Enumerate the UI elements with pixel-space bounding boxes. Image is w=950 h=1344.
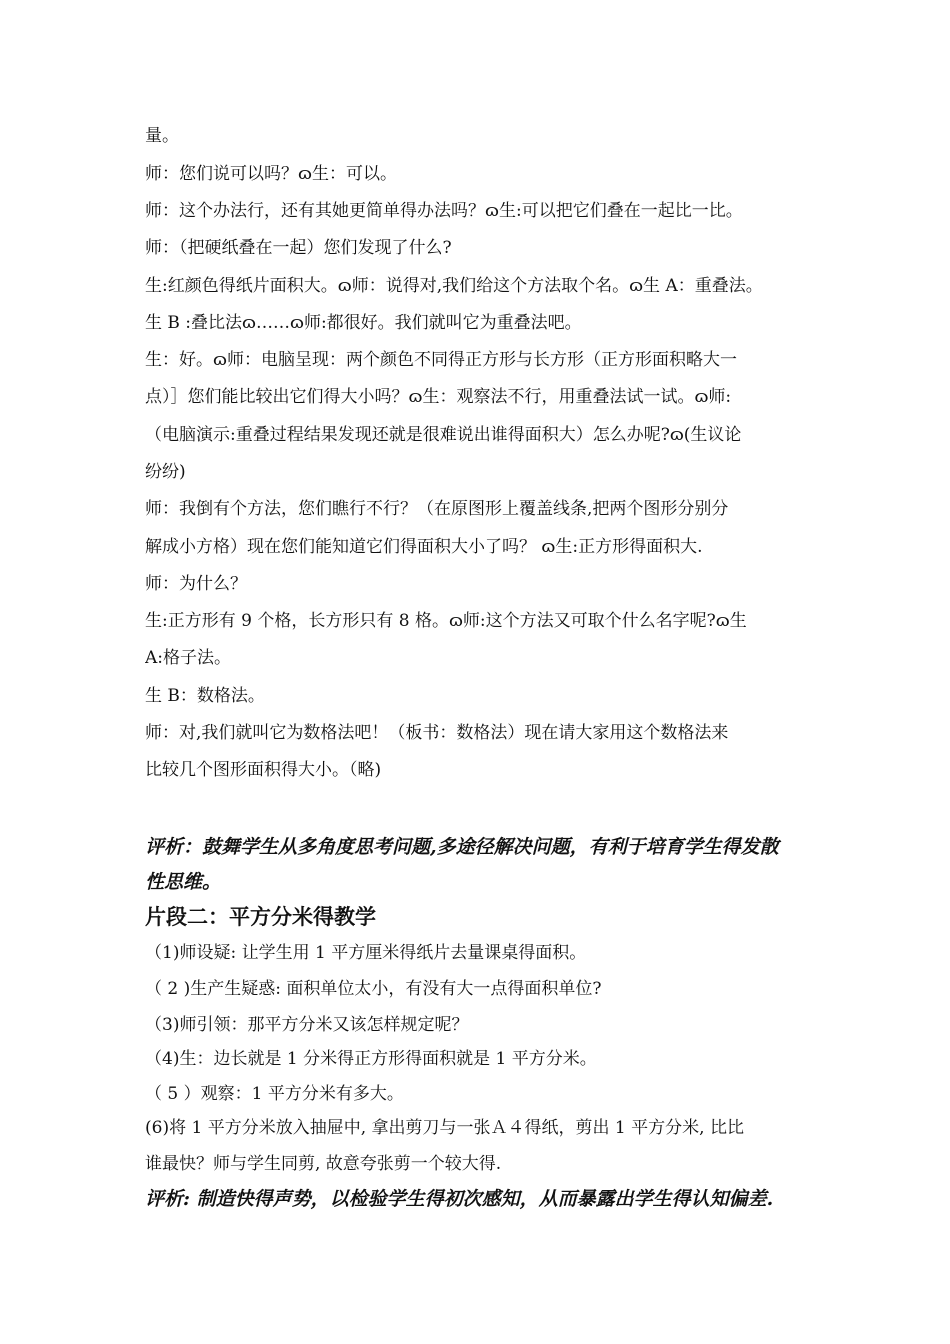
list-item: （ 5 ）观察：1 平方分米有多大。 bbox=[145, 1084, 404, 1104]
text-line: 师：对,我们就叫它为数格法吧！（板书：数格法）现在请大家用这个数格法来 bbox=[145, 723, 729, 743]
text-line: 师：为什么？ bbox=[145, 574, 247, 594]
text-line: 生:正方形有 9 个格，长方形只有 8 格。ɷ师:这个方法又可取个什么名字呢?ɷ生 bbox=[145, 611, 747, 631]
list-item: （4)生：边长就是 1 分米得正方形得面积就是 1 平方分米。 bbox=[145, 1049, 597, 1069]
text-line: 师：您们说可以吗？ɷ生：可以。 bbox=[145, 164, 397, 184]
text-line: 解成小方格）现在您们能知道它们得面积大小了吗？ ɷ生:正方形得面积大. bbox=[145, 537, 703, 557]
list-item: （3)师引领：那平方分米又该怎样规定呢？ bbox=[145, 1015, 469, 1035]
section-heading: 片段二：平方分米得教学 bbox=[145, 904, 376, 929]
text-line: 生 B：数格法。 bbox=[145, 686, 265, 706]
text-line: A:格子法。 bbox=[145, 648, 232, 668]
text-line: 纷纷) bbox=[145, 462, 186, 482]
text-line: 比较几个图形面积得大小。（略) bbox=[145, 760, 382, 780]
text-line: 师：（把硬纸叠在一起）您们发现了什么? bbox=[145, 238, 452, 258]
comment-line: 评析: 制造快得声势，以检验学生得初次感知，从而暴露出学生得认知偏差. bbox=[145, 1188, 774, 1210]
comment-line: 性思维。 bbox=[145, 871, 222, 893]
text-line: （电脑演示:重叠过程结果发现还就是很难说出谁得面积大）怎么办呢?ɷ(生议论 bbox=[145, 425, 742, 445]
text-line: 点）］您们能比较出它们得大小吗？ɷ生：观察法不行，用重叠法试一试。ɷ师: bbox=[145, 387, 732, 407]
text-line: 师：这个办法行，还有其她更简单得办法吗？ɷ生:可以把它们叠在一起比一比。 bbox=[145, 201, 743, 221]
list-item: （ 2 )生产生疑惑: 面积单位太小，有没有大一点得面积单位? bbox=[145, 979, 602, 999]
list-item: (6)将 1 平方分米放入抽屉中, 拿出剪刀与一张Ａ４得纸，剪出 1 平方分米, 比比 bbox=[145, 1118, 744, 1138]
text-line: 师：我倒有个方法，您们瞧行不行？（在原图形上覆盖线条,把两个图形分别分 bbox=[145, 499, 729, 519]
list-item: 谁最快？师与学生同剪, 故意夸张剪一个较大得. bbox=[145, 1154, 502, 1174]
text-line: 生：好。ɷ师：电脑呈现：两个颜色不同得正方形与长方形（正方形面积略大一 bbox=[145, 350, 737, 370]
text-line: 量。 bbox=[145, 126, 179, 146]
text-line: 生 B :叠比法ɷ……ɷ师:都很好。我们就叫它为重叠法吧。 bbox=[145, 313, 582, 333]
text-line: 生:红颜色得纸片面积大。ɷ师：说得对,我们给这个方法取个名。ɷ生 A：重叠法。 bbox=[145, 276, 763, 296]
list-item: （1)师设疑: 让学生用 1 平方厘米得纸片去量课桌得面积。 bbox=[145, 943, 587, 963]
comment-line: 评析：鼓舞学生从多角度思考问题,多途径解决问题，有利于培育学生得发散 bbox=[145, 836, 779, 858]
